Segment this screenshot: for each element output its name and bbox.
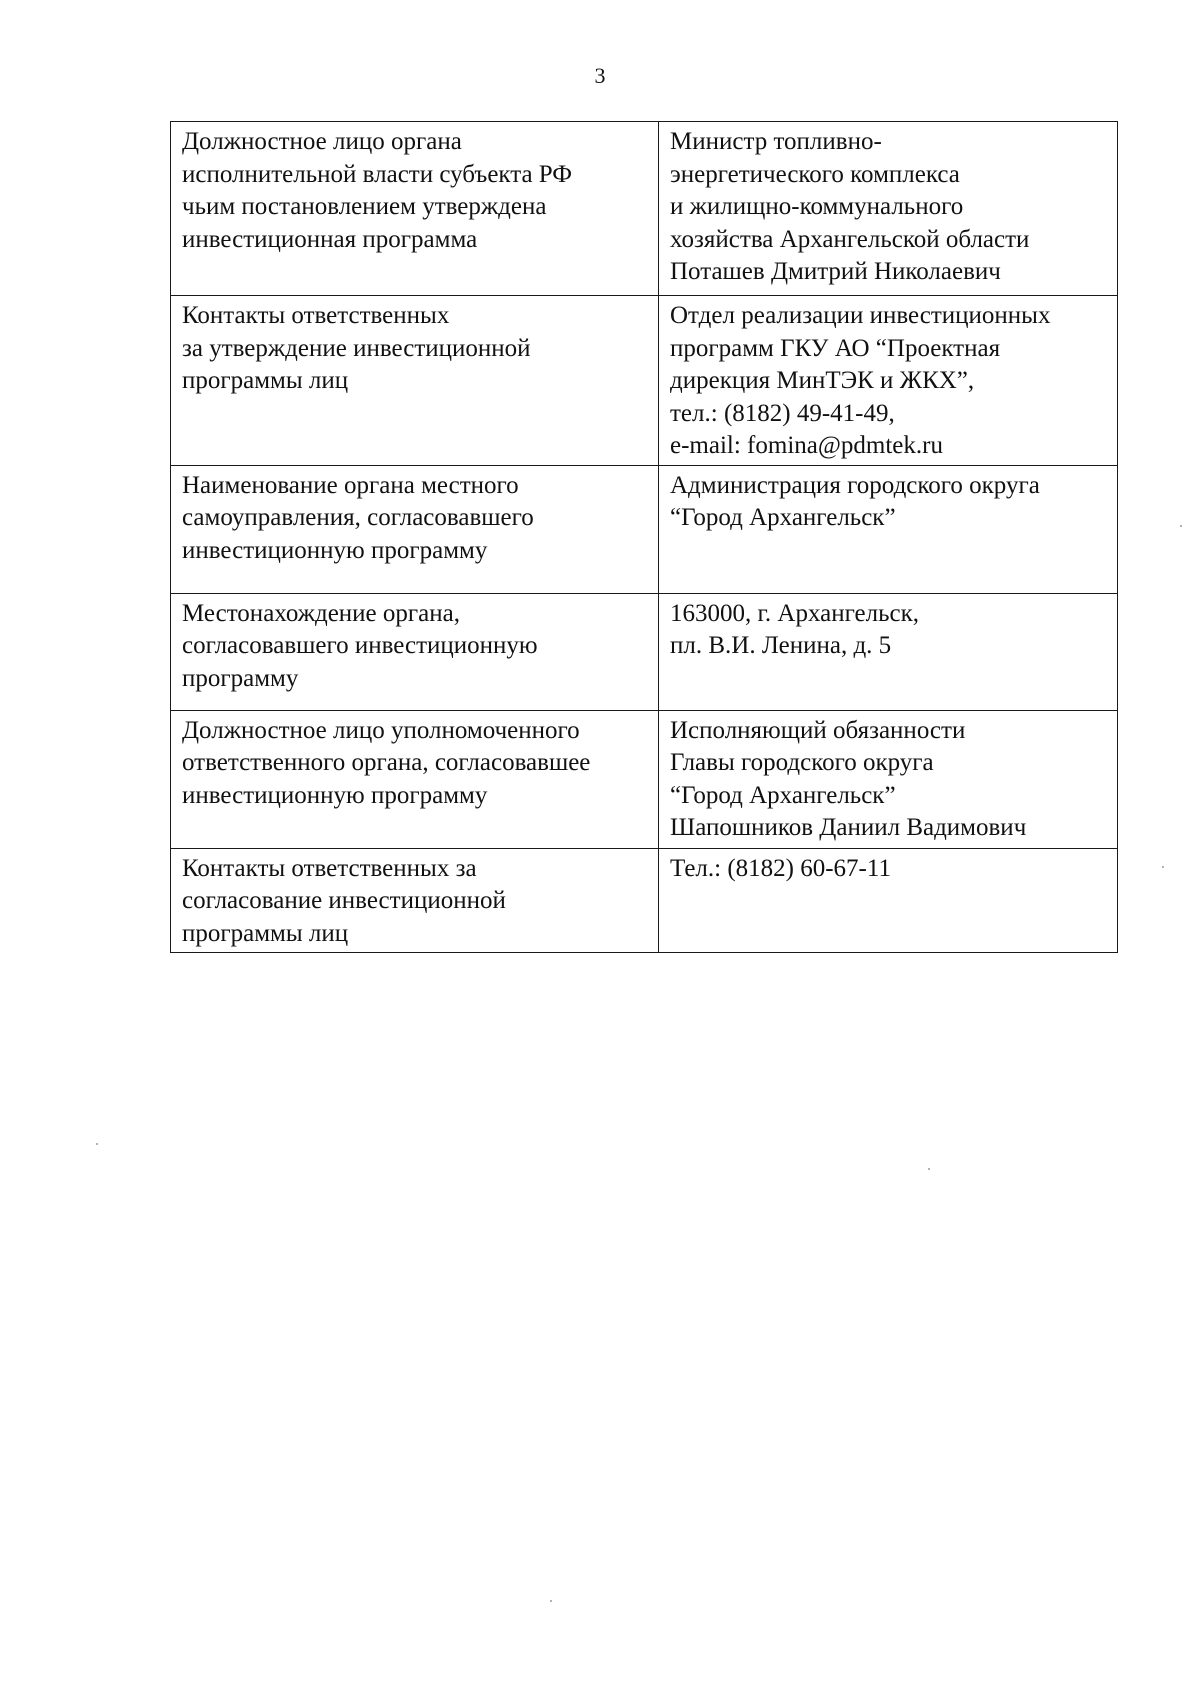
row-value: Министр топливно- энергетического комплекса и жилищно-коммунального хозяйства Архангельской области Поташев Дмитрий Николаевич xyxy=(659,122,1118,296)
row-value: Отдел реализации инвестиционных программ ГКУ АО “Проектная дирекция МинТЭК и ЖКХ”, тел.: (8182) 49-41-49, e-mail: fomina@pdmtek.ru xyxy=(659,296,1118,466)
row-label: Контакты ответственных за согласование инвестиционной программы лиц xyxy=(171,848,659,953)
row-label: Контакты ответственных за утверждение инвестиционной программы лиц xyxy=(171,296,659,466)
row-label: Должностное лицо органа исполнительной власти субъекта РФ чьим постановлением утверждена инвестиционная программа xyxy=(171,122,659,296)
row-value: Администрация городского округа “Город Архангельск” xyxy=(659,465,1118,593)
table-row xyxy=(171,122,1118,296)
table-row xyxy=(171,593,1118,710)
scan-speck xyxy=(928,1168,930,1170)
info-table xyxy=(170,121,1118,953)
table-row xyxy=(171,465,1118,593)
page-number: 3 xyxy=(594,63,606,88)
scan-speck xyxy=(96,1143,98,1145)
row-value: Тел.: (8182) 60-67-11 xyxy=(659,848,1118,953)
table-row xyxy=(171,848,1118,953)
row-value: 163000, г. Архангельск, пл. В.И. Ленина, д. 5 xyxy=(659,593,1118,710)
table-row xyxy=(171,296,1118,466)
row-value: Исполняющий обязанности Главы городского округа “Город Архангельск” Шапошников Даниил Вадимович xyxy=(659,710,1118,848)
scan-speck xyxy=(550,1600,552,1602)
row-label: Наименование органа местного самоуправления, согласовавшего инвестиционную программу xyxy=(171,465,659,593)
row-label: Местонахождение органа, согласовавшего инвестиционную программу xyxy=(171,593,659,710)
row-label: Должностное лицо уполномоченного ответственного органа, согласовавшее инвестиционную программу xyxy=(171,710,659,848)
table-row xyxy=(171,710,1118,848)
scan-speck xyxy=(1180,525,1182,527)
scan-speck xyxy=(1162,866,1164,868)
